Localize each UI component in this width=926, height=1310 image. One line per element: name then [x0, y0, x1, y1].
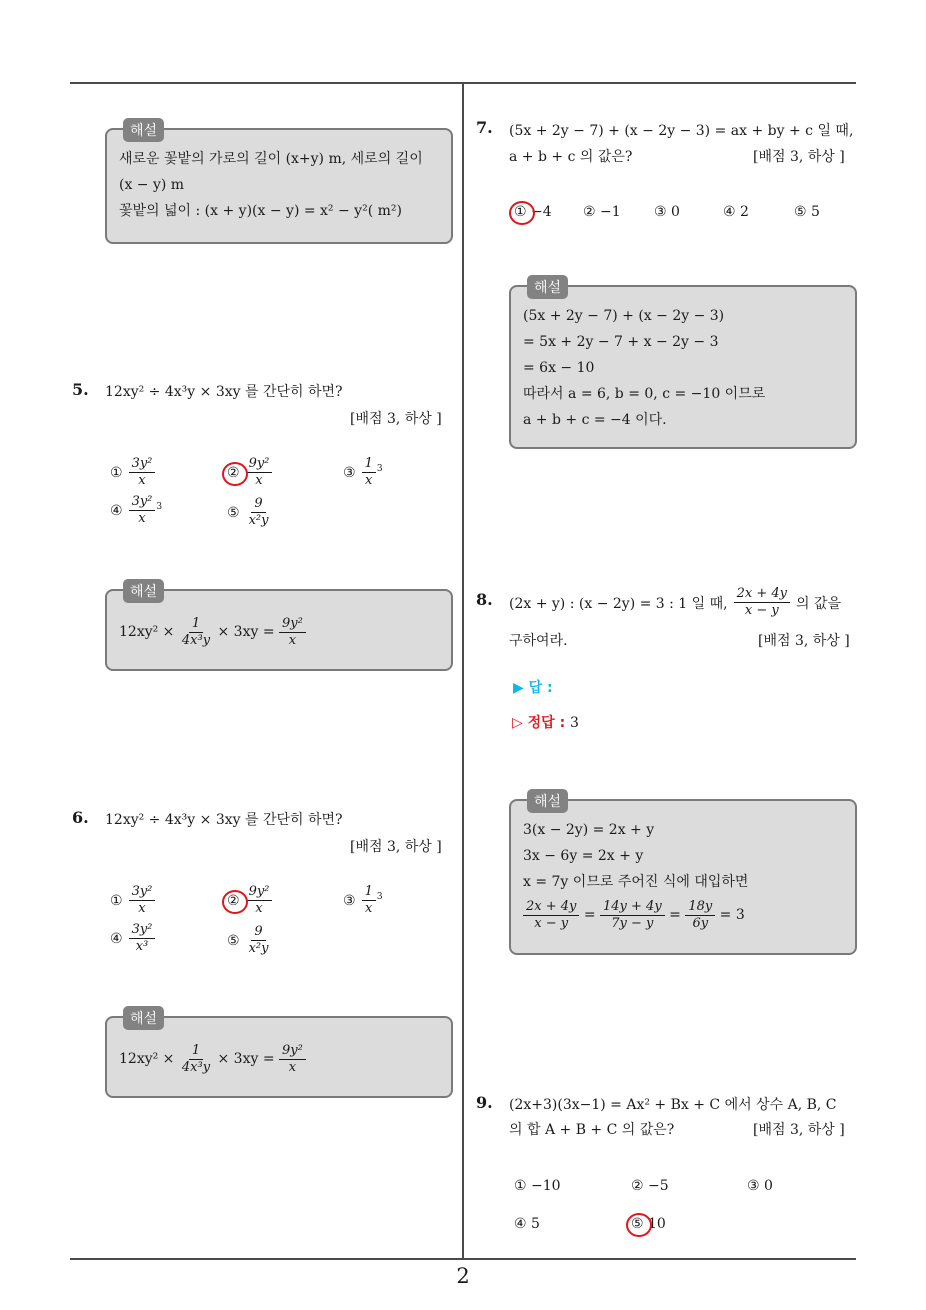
- solution-line: = 5x + 2y − 7 + x − 2y − 3: [523, 334, 719, 350]
- choice-1[interactable]: ① −10: [514, 1178, 561, 1194]
- question-text: 12xy² ÷ 4x³y × 3xy 를 간단히 하면?: [105, 812, 343, 828]
- score-info: [배점 3, 하상 ]: [350, 839, 442, 855]
- solution-expression: 12xy² × $\frac{1}{\text{4x³y}}$ × 3xy = $\frac{\text{9y²}}{x}$: [119, 607, 439, 657]
- solution-tag: 해설: [123, 1006, 164, 1030]
- choice-4[interactable]: ④ 2: [723, 204, 749, 220]
- choice-fraction: $\frac{\text{9y²}}{x}$: [246, 884, 273, 917]
- solution-line: 3x − 6y = 2x + y: [523, 848, 644, 864]
- choice-4[interactable]: [110, 922, 155, 955]
- solution-line: a + b + c = −4 이다.: [523, 412, 667, 428]
- question-text: (5x + 2y − 7) + (x − 2y − 3) = ax + by + c 일 때,: [509, 123, 854, 139]
- solution-line: 새로운 꽃밭의 가로의 길이 (x+y) m, 세로의 길이: [119, 151, 423, 167]
- choice-2[interactable]: [227, 456, 272, 489]
- choice-fraction: $\frac{\text{3y²}}{x}$: [129, 456, 156, 489]
- page-number: 2: [456, 1264, 470, 1288]
- question-text: (2x + y) : (x − 2y) = 3 : 1 일 때, $\frac{2x + 4y}{x - y}$ 의 값을: [509, 586, 842, 618]
- choice-mark: ②: [227, 893, 240, 909]
- question-text: a + b + c 의 값은?: [509, 149, 633, 165]
- solution-expression: $\frac{2x + 4y}{x - y}$ = $\frac{14y + 4y}{7y - y}$ = $\frac{18y}{6y}$ = 3: [523, 895, 843, 935]
- choice-2[interactable]: ② −1: [583, 204, 621, 220]
- answer-field[interactable]: ▶ 답 :: [513, 680, 553, 696]
- question-number: 7.: [476, 118, 493, 137]
- bottom-rule: [70, 1258, 856, 1260]
- solution-line: 따라서 a = 6, b = 0, c = −10 이므로: [523, 386, 766, 402]
- selected-circle-icon: [509, 201, 535, 225]
- column-divider: [462, 84, 464, 1259]
- choice-1[interactable]: [110, 456, 155, 489]
- solution-line: (5x + 2y − 7) + (x − 2y − 3): [523, 308, 725, 324]
- score-info: [배점 3, 하상 ]: [753, 149, 845, 165]
- solution-expression: 12xy² × $\frac{1}{\text{4x³y}}$ × 3xy = $\frac{\text{9y²}}{x}$: [119, 1034, 439, 1084]
- choice-mark: ⑤ 10: [631, 1216, 666, 1232]
- question-number: 5.: [72, 380, 89, 399]
- choice-fraction: $\frac{1}{x}$: [362, 884, 376, 917]
- selected-circle-icon: [626, 1213, 652, 1237]
- choice-mark: ③: [343, 464, 356, 481]
- solution-box-q4: [105, 123, 453, 244]
- solution-line: x = 7y 이므로 주어진 식에 대입하면: [523, 874, 749, 890]
- choice-3[interactable]: ③ 0: [747, 1178, 773, 1194]
- solution-box-q8: [509, 794, 857, 955]
- choice-5[interactable]: [227, 924, 271, 957]
- choice-5[interactable]: [631, 1216, 672, 1232]
- choice-3[interactable]: ③ $\frac{1}{x}$ 3: [343, 884, 383, 916]
- choice-5[interactable]: ⑤ 5: [794, 204, 820, 220]
- choice-1[interactable]: [514, 204, 558, 220]
- choice-fraction: $\frac{9}{\text{x²y}}$: [248, 496, 269, 528]
- choice-fraction: $\frac{\text{3y²}}{\text{x³}}$: [129, 922, 156, 955]
- solution-line: = 6x − 10: [523, 360, 595, 376]
- score-info: [배점 3, 하상 ]: [758, 633, 850, 649]
- choice-4[interactable]: ④ $\frac{\text{3y²}}{x}$ 3: [110, 494, 163, 526]
- choice-mark: ① −4: [514, 204, 552, 220]
- question-text: 12xy² ÷ 4x³y × 3xy 를 간단히 하면?: [105, 384, 343, 400]
- choice-fraction: $\frac{1}{x}$: [362, 456, 376, 489]
- solution-tag: 해설: [123, 118, 164, 142]
- choice-mark: ④: [110, 502, 123, 519]
- choice-1[interactable]: [110, 884, 155, 917]
- choice-fraction: $\frac{\text{3y²}}{x}$: [129, 494, 156, 527]
- question-text: 구하여라.: [509, 633, 568, 649]
- choice-fraction: $\frac{9}{\text{x²y}}$: [248, 924, 269, 956]
- selected-circle-icon: [222, 462, 248, 486]
- selected-circle-icon: [222, 890, 248, 914]
- question-text: 의 합 A + B + C 의 값은?: [509, 1122, 675, 1138]
- score-info: [배점 3, 하상 ]: [753, 1122, 845, 1138]
- solution-box-q6: [105, 1011, 453, 1098]
- choice-fraction: $\frac{\text{9y²}}{x}$: [246, 456, 273, 489]
- choice-mark: ①: [110, 464, 123, 481]
- question-number: 6.: [72, 808, 89, 827]
- choice-mark: ⑤: [227, 504, 240, 521]
- question-text: (2x+3)(3x−1) = Ax² + Bx + C 에서 상수 A, B, C: [509, 1097, 837, 1113]
- solution-line: 꽃밭의 넓이 : (x + y)(x − y) = x² − y²( m²): [119, 203, 402, 219]
- choice-3[interactable]: ③ 0: [654, 204, 680, 220]
- choice-2[interactable]: ② −5: [631, 1178, 669, 1194]
- choice-2[interactable]: [227, 884, 272, 917]
- solution-tag: 해설: [527, 789, 568, 813]
- solution-line: 3(x − 2y) = 2x + y: [523, 822, 655, 838]
- solution-line: (x − y) m: [119, 177, 185, 193]
- solution-box-q5: [105, 584, 453, 671]
- solution-tag: 해설: [123, 579, 164, 603]
- choice-mark: ①: [110, 892, 123, 909]
- choice-mark: ④: [110, 930, 123, 947]
- choice-mark: ②: [227, 465, 240, 481]
- choice-fraction: $\frac{\text{3y²}}{x}$: [129, 884, 156, 917]
- question-number: 9.: [476, 1093, 493, 1112]
- choice-mark: ⑤: [227, 932, 240, 949]
- choice-mark: ③: [343, 892, 356, 909]
- correct-answer: ▷ 정답 : 3: [512, 715, 579, 731]
- solution-box-q7: [509, 280, 857, 449]
- solution-tag: 해설: [527, 275, 568, 299]
- choice-4[interactable]: ④ 5: [514, 1216, 540, 1232]
- choice-5[interactable]: [227, 496, 271, 529]
- question-number: 8.: [476, 590, 493, 609]
- choice-3[interactable]: ③ $\frac{1}{x}$ 3: [343, 456, 383, 488]
- score-info: [배점 3, 하상 ]: [350, 411, 442, 427]
